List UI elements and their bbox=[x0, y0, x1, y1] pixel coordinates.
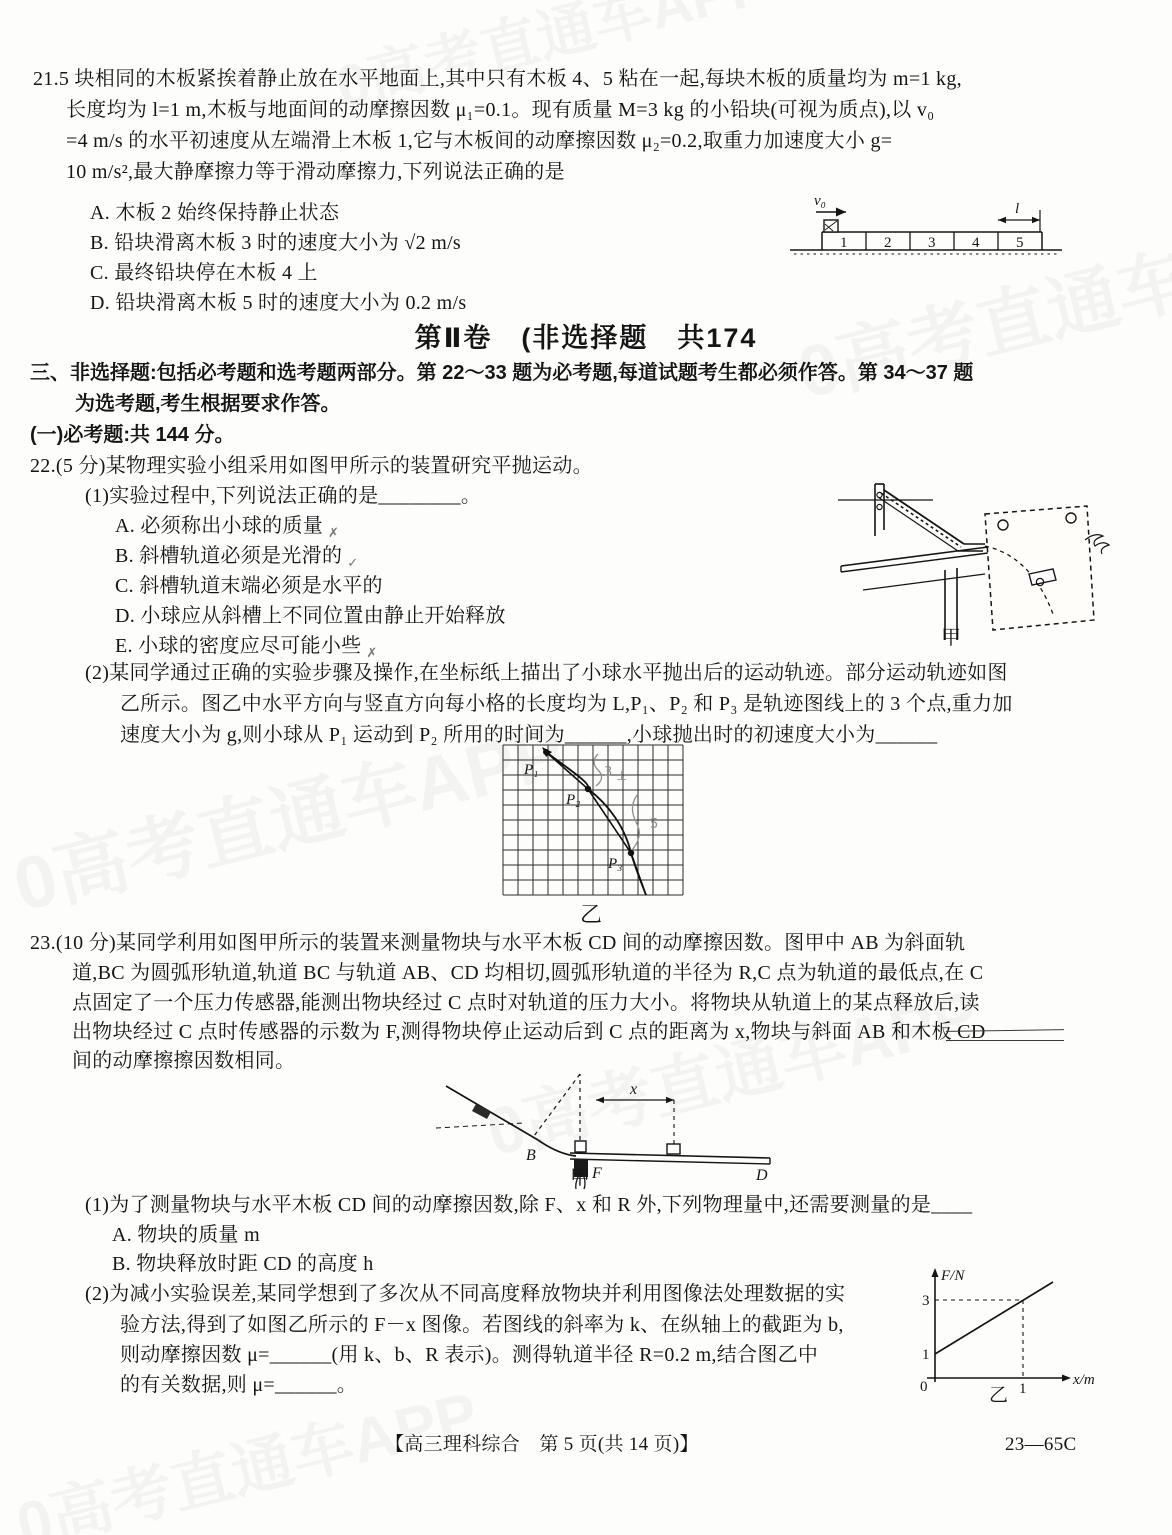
q22-part2-line: 乙所示。图乙中水平方向与竖直方向每小格的长度均为 L,P₁、P₂ 和 P₃ 是轨迹图线上的 3 个点,重力加 bbox=[120, 693, 1013, 715]
block-at-C bbox=[575, 1141, 586, 1152]
pencil-mark: ✗ bbox=[328, 526, 340, 541]
q23-line: 23.(10 分)某同学利用如图甲所示的装置来测量物块与水平木板 CD 间的动摩擦因数。图甲中 AB 为斜面轨 bbox=[30, 932, 966, 954]
l-label: l bbox=[1015, 201, 1020, 217]
q22-apparatus-figure bbox=[833, 462, 1111, 650]
q22-head: 22.(5 分)某物理实验小组采用如图甲所示的装置研究平抛运动。 bbox=[30, 455, 593, 477]
trajectory-line bbox=[546, 752, 646, 895]
pencil-note: 3 bbox=[604, 765, 613, 780]
pencil-mark: ✗ bbox=[366, 646, 378, 661]
section-instruction: (一)必考题:共 144 分。 bbox=[30, 424, 235, 446]
board-number: 5 bbox=[1016, 235, 1024, 251]
option-text: A. 必须称出小球的质量 bbox=[115, 515, 324, 537]
footer-right: 23—65C bbox=[1005, 1434, 1077, 1455]
board-number: 4 bbox=[972, 235, 980, 251]
option-text: D. 小球应从斜槽上不同位置由静止开始释放 bbox=[115, 605, 506, 627]
point-p1 bbox=[543, 749, 549, 755]
x-axis-label: x/m bbox=[1073, 1372, 1095, 1388]
section-title: 第Ⅱ卷 (非选择题 共174 bbox=[414, 323, 758, 353]
x-tick-1: 1 bbox=[1019, 1381, 1027, 1397]
y-axis-label: F/N bbox=[941, 1268, 965, 1284]
q23-graph-figure bbox=[903, 1260, 1099, 1406]
board-number: 1 bbox=[840, 235, 848, 251]
q23-option-b: B. 物块释放时距 CD 的高度 h bbox=[112, 1253, 374, 1275]
q21-option-d: D. 铅块滑离木板 5 时的速度大小为 0.2 m/s bbox=[90, 292, 467, 314]
pencil-strike bbox=[946, 1040, 1064, 1041]
coordinate-board bbox=[985, 506, 1094, 630]
board-number: 3 bbox=[928, 235, 936, 251]
x-label: x bbox=[630, 1081, 638, 1098]
q21-line: 长度均为 l=1 m,木板与地面间的动摩擦因数 μ₁=0.1。现有质量 M=3 kg 的小铅块(可视为质点),以 v₀ bbox=[66, 99, 935, 121]
ramp bbox=[884, 490, 964, 544]
point-p2 bbox=[585, 786, 591, 792]
q22-option-c bbox=[115, 573, 383, 599]
q23-part1: (1)为了测量物块与水平木板 CD 间的动摩擦因数,除 F、x 和 R 外,下列物理量中,还需要测量的是____ bbox=[85, 1194, 973, 1216]
origin-label: 0 bbox=[920, 1379, 928, 1395]
p3-label: P₃ bbox=[608, 856, 623, 872]
q21-option-a: A. 木板 2 始终保持静止状态 bbox=[90, 202, 340, 224]
figure-jia-label: 甲 bbox=[941, 627, 961, 649]
footer-left: 【高三理科综合 第 5 页(共 14 页)】 bbox=[385, 1434, 699, 1455]
q22-part1: (1)实验过程中,下列说法正确的是________。 bbox=[85, 485, 482, 507]
y-tick-3: 3 bbox=[922, 1293, 930, 1309]
q21-boards-figure bbox=[788, 190, 1066, 262]
q22-grid-figure bbox=[500, 742, 686, 896]
p2-label: P₂ bbox=[566, 792, 581, 808]
block-on-board bbox=[667, 1144, 680, 1154]
q23-line: 点固定了一个压力传感器,能测出物块经过 C 点时对轨道的压力大小。将物块从轨道上的某点释放后,读 bbox=[72, 992, 980, 1014]
q23-line: 道,BC 为圆弧形轨道,轨道 BC 与轨道 AB、CD 均相切,圆弧形轨道的半径为 R,C 点为轨道的最低点,在 C bbox=[72, 962, 984, 984]
q22-option-d bbox=[115, 603, 506, 629]
q23-part2-line: 的有关数据,则 μ=______。 bbox=[120, 1374, 358, 1396]
section-instruction: 三、非选择题:包括必考题和选考题两部分。第 22～33 题为必考题,每道试题考生都必须作答。第 34～37 题 bbox=[30, 362, 974, 384]
section-instruction: 为选考题,考生根据要求作答。 bbox=[75, 393, 341, 415]
q21-option-b: B. 铅块滑离木板 3 时的速度大小为 √2 m/s bbox=[90, 232, 462, 254]
trajectory-line2 bbox=[546, 752, 646, 895]
B-label: B bbox=[526, 1147, 536, 1164]
option-text: B. 斜槽轨道必须是光滑的 bbox=[115, 545, 343, 567]
board-number: 2 bbox=[884, 235, 892, 251]
q21-line: 21.5 块相同的木板紧挨着静止放在水平地面上,其中只有木板 4、5 粘在一起,每块木板的质量均为 m=1 kg, bbox=[33, 68, 962, 90]
incline-AB bbox=[446, 1086, 538, 1140]
q22-part2-line: (2)某同学通过正确的实验步骤及操作,在坐标纸上描出了小球水平抛出后的运动轨迹。部分运动轨迹如图 bbox=[85, 662, 1008, 684]
p1-label: P₁ bbox=[524, 762, 539, 778]
pencil-note: ⊥ bbox=[616, 769, 628, 784]
figure-jia-label: 甲 bbox=[570, 1167, 590, 1189]
q21-option-c: C. 最终铅块停在木板 4 上 bbox=[90, 262, 318, 284]
q23-apparatus-figure bbox=[428, 1066, 780, 1189]
q23-part2-line: 验方法,得到了如图乙所示的 F－x 图像。若图线的斜率为 k、在纵轴上的截距为 b, bbox=[120, 1314, 844, 1336]
q23-part2-line: 则动摩擦因数 μ=______(用 k、b、R 表示)。测得轨道半径 R=0.2 m,结合图乙中 bbox=[120, 1344, 819, 1366]
q23-line: 出物块经过 C 点时传感器的示数为 F,测得物块停止运动后到 C 点的距离为 x,物块与斜面 AB 和木板 CD bbox=[72, 1021, 986, 1043]
pencil-mark: ✓ bbox=[347, 556, 359, 571]
post-hole bbox=[877, 504, 882, 509]
D-label: D bbox=[756, 1167, 768, 1184]
figure-yi-label: 乙 bbox=[580, 902, 603, 927]
point-p3 bbox=[628, 850, 634, 856]
q22-part2-line: 速度大小为 g,则小球从 P₁ 运动到 P₂ 所用的时间为______,小球抛出时的初速度大小为______ bbox=[120, 724, 938, 746]
q22-option-a bbox=[115, 513, 339, 547]
F-label: F bbox=[592, 1165, 602, 1182]
q22-option-b bbox=[115, 543, 358, 577]
q21-line: 10 m/s²,最大静摩擦力等于滑动摩擦力,下列说法正确的是 bbox=[66, 161, 565, 183]
data-line bbox=[935, 1282, 1053, 1354]
q23-line: 间的动摩擦擦因数相同。 bbox=[72, 1050, 296, 1072]
q23-part2-line: (2)为减小实验误差,某同学想到了多次从不同高度释放物块并利用图像法处理数据的实 bbox=[85, 1283, 846, 1305]
q23-option-a: A. 物块的质量 m bbox=[112, 1224, 260, 1246]
option-text: E. 小球的密度应尽可能小些 bbox=[115, 635, 362, 657]
y-tick-1: 1 bbox=[922, 1347, 930, 1363]
v0-label: v₀ bbox=[814, 193, 826, 209]
option-text: C. 斜槽轨道末端必须是水平的 bbox=[115, 575, 383, 597]
pencil-brace bbox=[594, 754, 602, 786]
pencil-note: 5 bbox=[650, 817, 659, 832]
figure-yi-label: 乙 bbox=[989, 1385, 1009, 1406]
q21-line: =4 m/s 的水平初速度从左端滑上木板 1,它与木板间的动摩擦因数 μ₂=0.2,取重力加速度大小 g= bbox=[66, 130, 893, 152]
